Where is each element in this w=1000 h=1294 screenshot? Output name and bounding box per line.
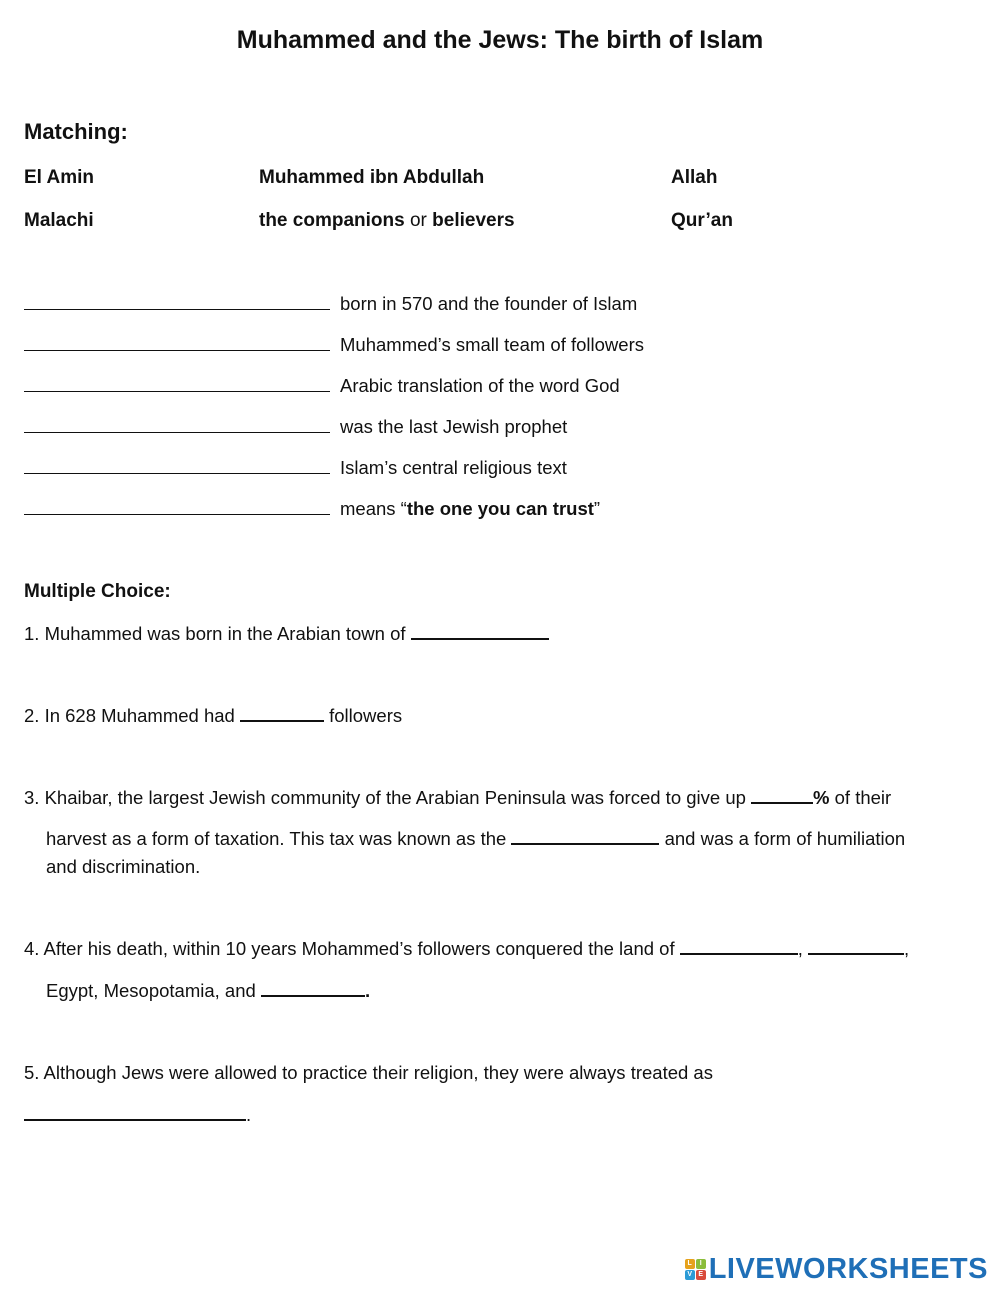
question-3-line-2: [46, 828, 905, 850]
term-or: or: [409, 210, 427, 231]
answer-blank[interactable]: [24, 1118, 246, 1121]
question-4-line-2-text: Egypt, Mesopotamia, and: [46, 980, 261, 1001]
question-3-text: 3. Khaibar, the largest Jewish community of the Arabian Peninsula was forced to give up: [24, 787, 752, 808]
answer-blank[interactable]: [240, 719, 324, 722]
period: .: [246, 1104, 252, 1125]
question-1-text: 1. Muhammed was born in the Arabian town of: [24, 623, 411, 644]
answer-blank[interactable]: [751, 801, 813, 804]
question-3-line-2-text: harvest as a form of taxation. This tax was known as the: [46, 828, 512, 849]
question-4-line-1: [24, 938, 909, 960]
matching-row: [24, 334, 644, 356]
matching-definition: was the last Jewish prophet: [340, 416, 568, 437]
percent-sign: %: [813, 787, 830, 808]
logo-mark-letter: E: [696, 1270, 706, 1280]
answer-blank[interactable]: [411, 637, 549, 640]
matching-row: [24, 457, 567, 479]
question-1: [24, 623, 549, 645]
term-believers: believers: [432, 210, 515, 231]
term-el-amin: El Amin: [24, 167, 95, 188]
answer-blank[interactable]: [24, 349, 330, 351]
logo-mark-icon: [685, 1259, 706, 1280]
logo-mark-letter: V: [685, 1270, 695, 1280]
multiple-choice-heading: Multiple Choice:: [24, 581, 171, 602]
question-4-text: 4. After his death, within 10 years Mohammed’s followers conquered the land of: [24, 938, 680, 959]
page-title: Muhammed and the Jews: The birth of Islam: [236, 26, 764, 54]
period: .: [364, 980, 371, 1001]
term-companions-text: the companions: [259, 210, 405, 231]
question-3-line-1: [24, 787, 891, 809]
answer-blank[interactable]: [24, 390, 330, 392]
liveworksheets-logo: [685, 1253, 988, 1286]
matching-definition: Muhammed’s small team of followers: [340, 334, 644, 355]
question-2-suffix: followers: [323, 705, 403, 726]
matching-definition: Arabic translation of the word God: [340, 375, 620, 396]
question-3-suffix: of their: [829, 787, 892, 808]
comma: ,: [797, 938, 803, 959]
term-muhammed-ibn-abdullah: Muhammed ibn Abdullah: [259, 167, 485, 188]
matching-row: [24, 498, 600, 520]
matching-definition: Islam’s central religious text: [340, 457, 567, 478]
term-companions: [259, 210, 515, 232]
logo-text: LIVEWORKSHEETS: [708, 1253, 988, 1285]
matching-row: [24, 375, 620, 397]
answer-blank[interactable]: [24, 513, 330, 515]
question-2: [24, 705, 402, 727]
question-2-text: 2. In 628 Muhammed had: [24, 705, 240, 726]
comma: ,: [904, 938, 910, 959]
question-5-line-2: [24, 1104, 251, 1126]
logo-mark-letter: L: [685, 1259, 695, 1269]
answer-blank[interactable]: [24, 431, 330, 433]
question-4-line-2: [46, 980, 370, 1002]
definition-suffix: ”: [593, 498, 601, 519]
term-allah: Allah: [671, 167, 718, 188]
answer-blank[interactable]: [24, 308, 330, 310]
matching-row: [24, 416, 567, 438]
answer-blank[interactable]: [680, 952, 798, 955]
answer-blank[interactable]: [24, 472, 330, 474]
matching-row: [24, 293, 637, 315]
term-malachi: Malachi: [24, 210, 94, 231]
answer-blank[interactable]: [261, 994, 365, 997]
question-3-line-2-suffix: and was a form of humiliation: [659, 828, 906, 849]
definition-prefix: means “: [340, 498, 407, 519]
term-quran: Qur’an: [671, 210, 733, 231]
matching-definition: born in 570 and the founder of Islam: [340, 293, 638, 314]
logo-mark-letter: I: [696, 1259, 706, 1269]
question-5-line-1: 5. Although Jews were allowed to practice their religion, they were always treated as: [24, 1062, 713, 1083]
answer-blank[interactable]: [808, 952, 904, 955]
question-3-line-3: and discrimination.: [46, 856, 201, 877]
definition-bold: the one you can trust: [406, 498, 594, 519]
answer-blank[interactable]: [511, 842, 659, 845]
matching-heading: Matching:: [24, 119, 128, 144]
